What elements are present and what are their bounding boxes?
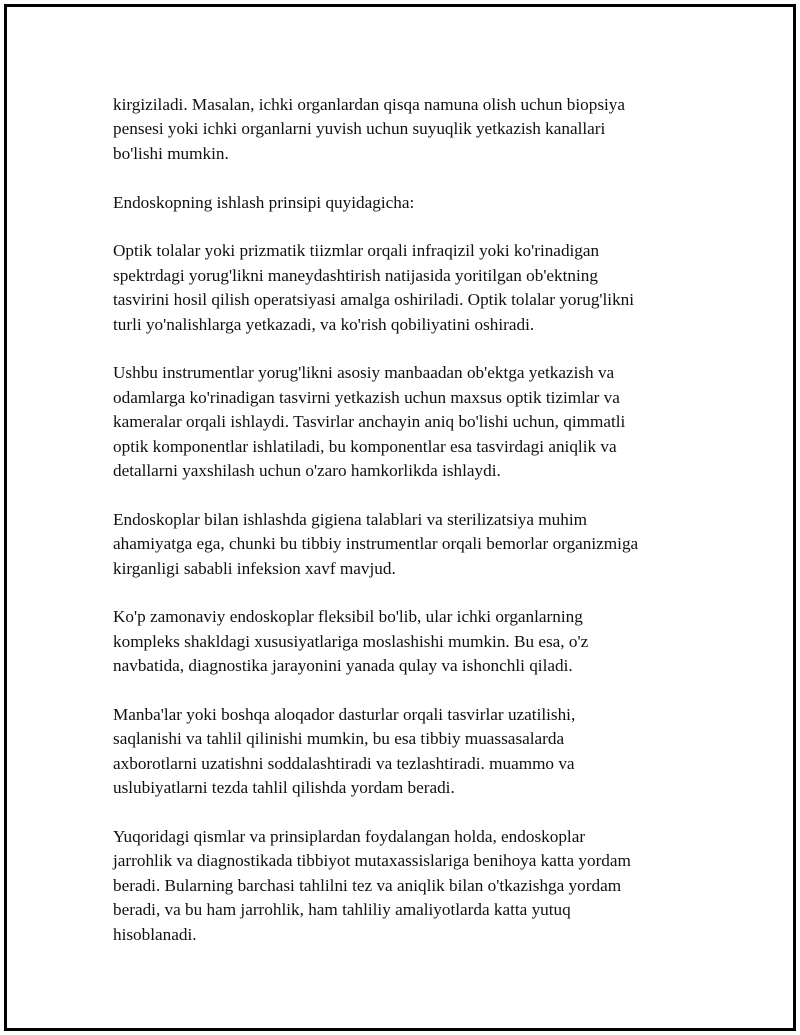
text-line: jarrohlik va diagnostikada tibbiyot mutaxassislariga benihoya katta yordam [113, 851, 631, 871]
text-line: optik komponentlar ishlatiladi, bu komponentlar esa tasvirdagi aniqlik va [113, 436, 617, 456]
text-line: tasvirini hosil qilish operatsiyasi amalga oshiriladi. Optik tolalar yorug'likni [113, 290, 635, 310]
paragraph-5 [113, 508, 693, 581]
text-line: beradi, va bu ham jarrohlik, ham tahliliy amaliyotlarda katta yutuq [113, 900, 571, 920]
text-line: Ko'p zamonaviy endoskoplar fleksibil bo'lib, ular ichki organlarning [113, 607, 583, 627]
paragraph-1 [113, 93, 693, 166]
text-line: bo'lishi mumkin. [113, 143, 229, 163]
text-line: turli yo'nalishlarga yetkazadi, va ko'rish qobiliyatini oshiradi. [113, 314, 535, 334]
text-line: detallarni yaxshilash uchun o'zaro hamkorlikda ishlaydi. [113, 461, 501, 481]
text-line: kirgiziladi. Masalan, ichki organlardan qisqa namuna olish uchun biopsiya [113, 95, 626, 114]
paragraph-7 [113, 703, 693, 801]
text-line: kompleks shakldagi xususiyatlariga moslashishi mumkin. Bu esa, o'z [113, 631, 589, 651]
text-line: Endoskopning ishlash prinsipi quyidagicha: [113, 192, 415, 212]
text-line: Optik tolalar yoki prizmatik tiizmlar orqali infraqizil yoki ko'rinadigan [113, 241, 600, 261]
paragraph-2 [113, 191, 693, 215]
text-line: pensesi yoki ichki organlarni yuvish uchun suyuqlik yetkazish kanallari [113, 119, 606, 139]
paragraph-8 [113, 825, 693, 947]
text-line: kirganligi sababli infeksion xavf mavjud. [113, 558, 396, 578]
text-line: uslubiyatlarni tezda tahlil qilishda yordam beradi. [113, 778, 455, 798]
text-line: spektrdagi yorug'likni maneydashtirish natijasida yoritilgan ob'ektning [113, 265, 598, 285]
text-line: Yuqoridagi qismlar va prinsiplardan foydalangan holda, endoskoplar [113, 827, 586, 847]
text-line: ahamiyatga ega, chunki bu tibbiy instrumentlar orqali bemorlar organizmiga [113, 534, 639, 554]
document-body [113, 93, 693, 972]
paragraph-4 [113, 361, 693, 483]
text-line: kameralar orqali ishlaydi. Tasvirlar anchayin aniq bo'lishi uchun, qimmatli [113, 412, 626, 432]
text-line: odamlarga ko'rinadigan tasvirni yetkazish uchun maxsus optik tizimlar va [113, 387, 620, 407]
paragraph-6 [113, 605, 693, 678]
text-line: hisoblanadi. [113, 924, 197, 944]
text-line: saqlanishi va tahlil qilinishi mumkin, bu esa tibbiy muassasalarda [113, 729, 565, 749]
text-line: Manba'lar yoki boshqa aloqador dasturlar orqali tasvirlar uzatilishi, [113, 705, 576, 725]
text-line: navbatida, diagnostika jarayonini yanada qulay va ishonchli qiladi. [113, 656, 573, 676]
text-line: beradi. Bularning barchasi tahlilni tez va aniqlik bilan o'tkazishga yordam [113, 875, 622, 895]
text-line: axborotlarni uzatishni soddalashtiradi va tezlashtiradi. muammo va [113, 753, 575, 773]
paragraph-3 [113, 239, 693, 337]
text-line: Ushbu instrumentlar yorug'likni asosiy manbaadan ob'ektga yetkazish va [113, 363, 615, 383]
text-line: Endoskoplar bilan ishlashda gigiena talablari va sterilizatsiya muhim [113, 509, 587, 529]
